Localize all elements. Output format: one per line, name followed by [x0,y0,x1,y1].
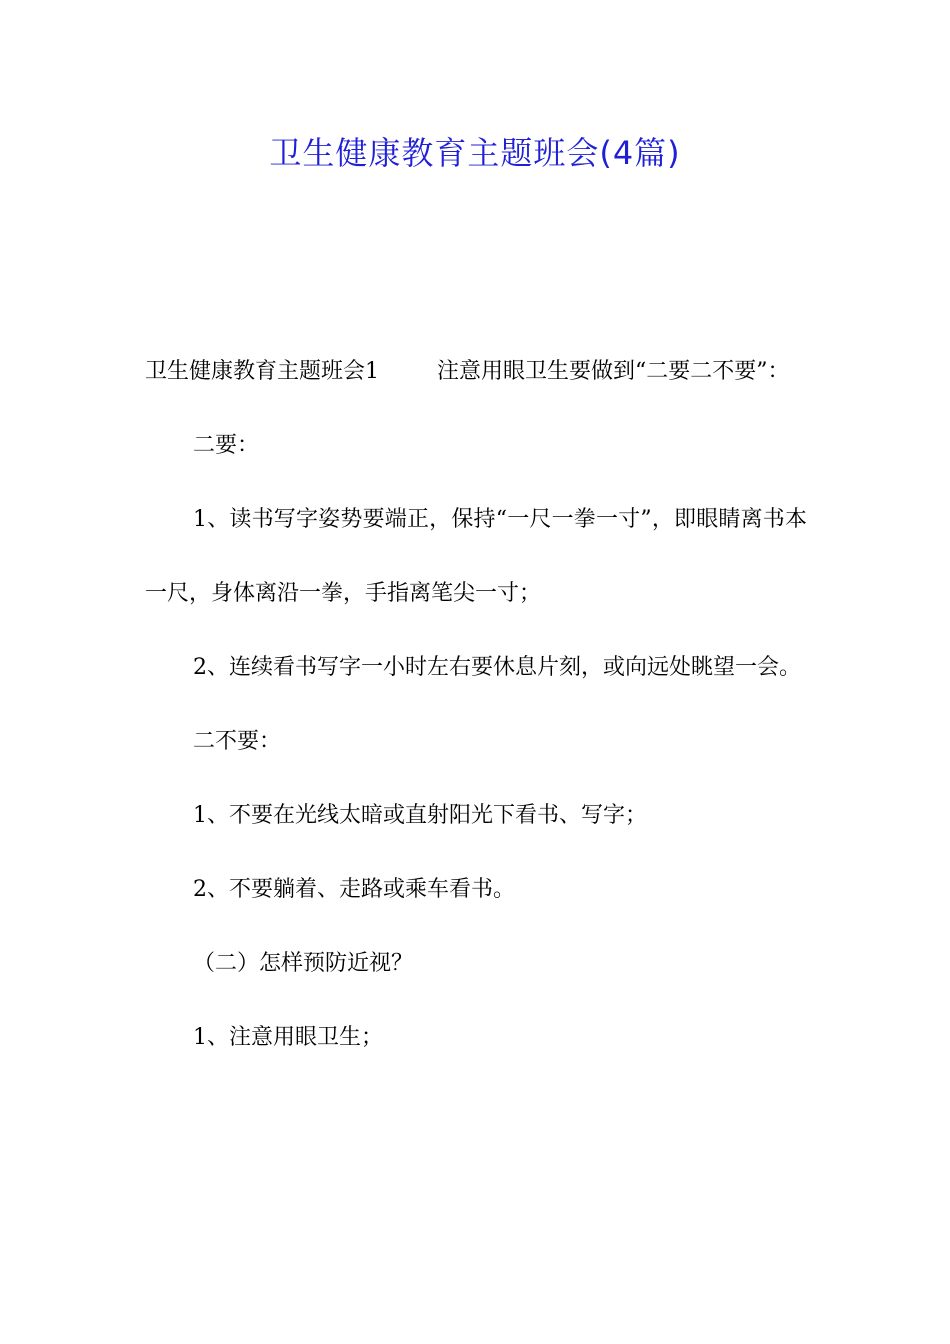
paragraph: 1、不要在光线太暗或直射阳光下看书、写字； [193,803,647,828]
paragraph: 1、读书写字姿势要端正，保持“一尺一拳一寸”，即眼睛离书本一尺，身体离沿一拳，手指离笔尖一寸； [145,507,807,606]
paragraph: 1、注意用眼卫生； [193,1025,383,1050]
intro-text: 注意用眼卫生要做到“二要二不要”： [437,359,790,384]
paragraph: （二）怎样预防近视？ [193,951,414,976]
paragraph: 二不要： [193,729,282,754]
document-body [145,335,807,1075]
section-heading: 卫生健康教育主题班会1 [145,359,379,384]
intro-paragraph [145,335,807,409]
paragraph: 2、连续看书写字一小时左右要休息片刻，或向远处眺望一会。 [193,655,801,680]
paragraph: 二要： [193,433,260,458]
document-title: 卫生健康教育主题班会(4篇) [269,134,681,172]
paragraph: 2、不要躺着、走路或乘车看书。 [193,877,515,902]
